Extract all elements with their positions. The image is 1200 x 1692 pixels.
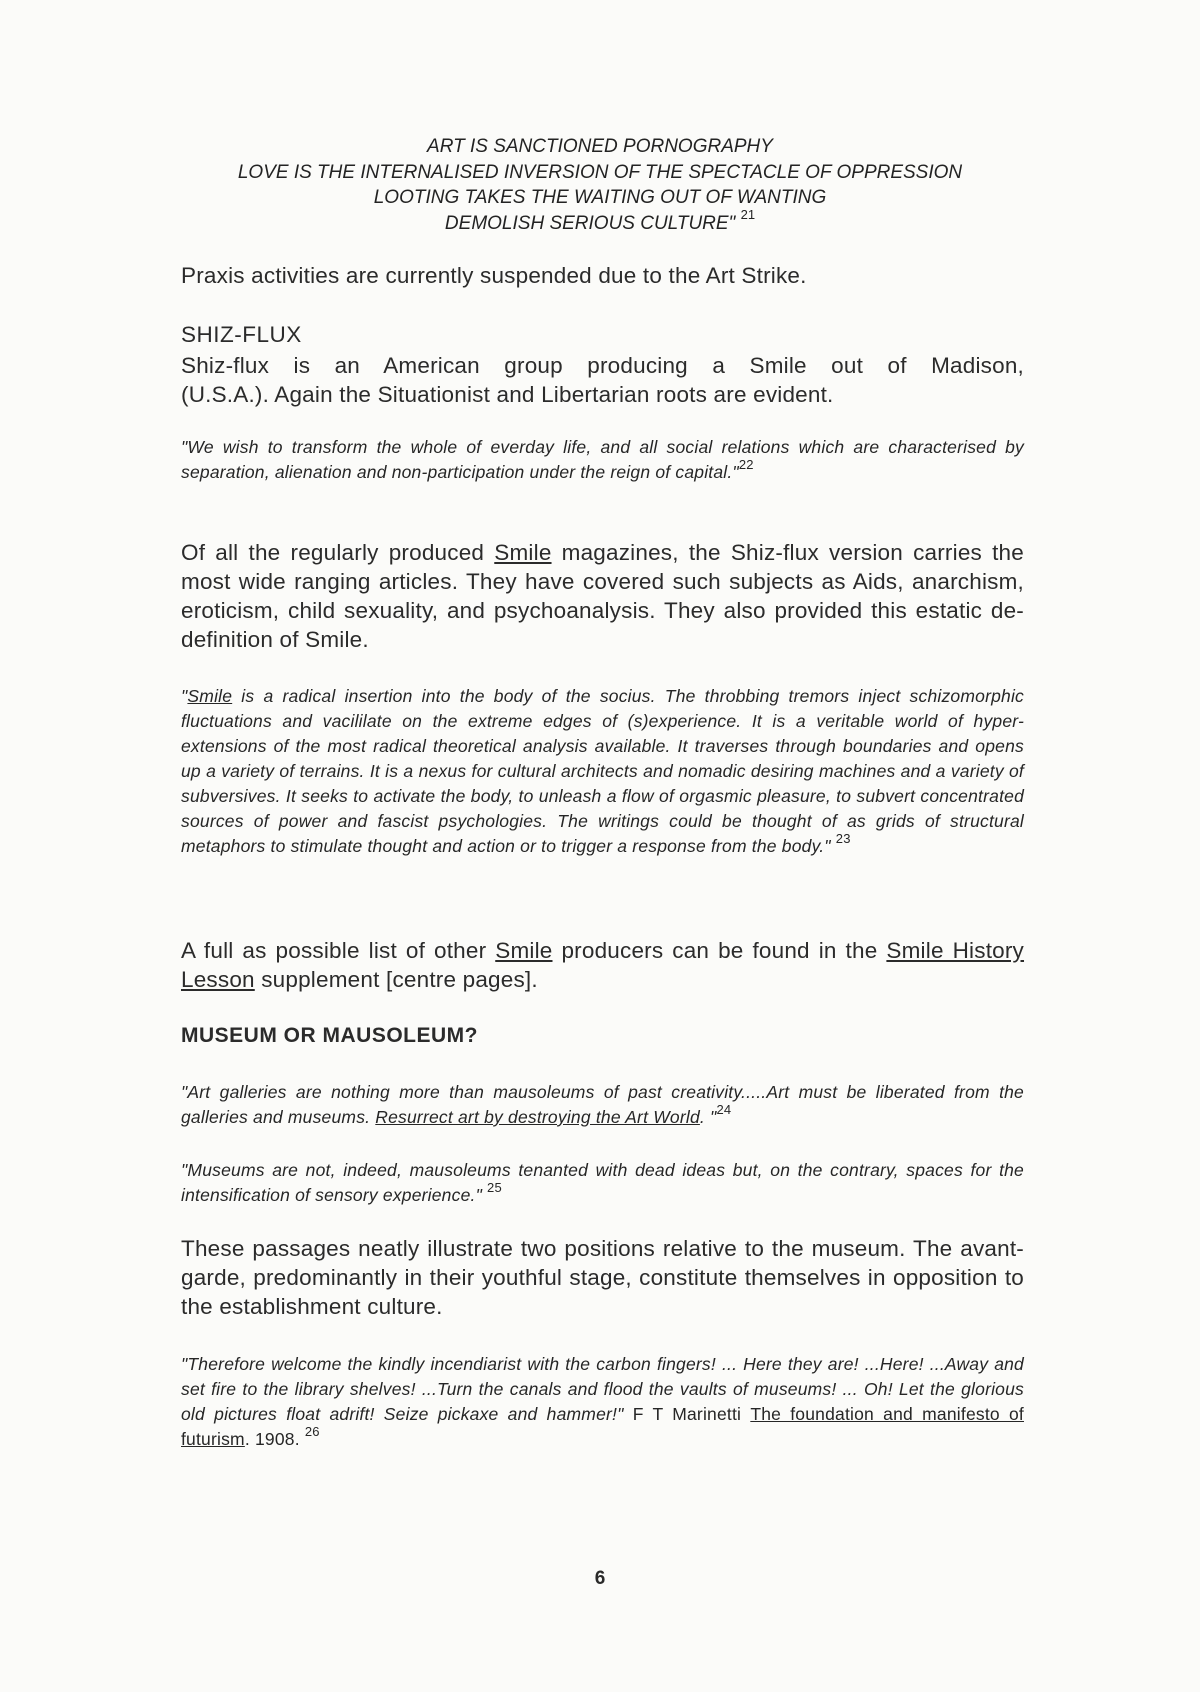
footnote-ref: 23 [835,831,851,847]
quote-line: DEMOLISH SERIOUS CULTURE" [444,212,736,234]
text-run: supplement [centre pages]. [254,967,538,992]
quote-text: is a radical insertion into the body of the socius. The throbbing tremors inject schizomorphic fluctuations and vacililate on the extreme edges of (s)experience. It is a veritable world of hyper-extensions of the most radical theoretical analysis available. It traverses through boundaries and opens up a variety of terrains. It is a nexus for cultural architects and nomadic desiring machines and a variety of subversives. It seeks to activate the body, to unleash a flow of orgasmic pleasure, to subvert concentrated sources of power and fascist psychologies. The writings could be thought of as grids of structural metaphors to stimulate thought and action or to trigger a response from the body." [181,686,1024,856]
text-run: A full as possible list of other [181,938,496,963]
text-run: " [181,686,188,706]
shiz-flux-line-2: (U.S.A.). Again the Situationist and Libertarian roots are evident. [181,382,834,407]
smile-title: Smile [494,540,552,565]
smile-history-title: Smile History Lesson [181,938,1025,992]
quote-22 [181,435,1024,485]
text-run: . " [699,1107,717,1127]
text-run: Of all the regularly produced [181,540,495,565]
museum-heading: MUSEUM OR MAUSOLEUM? [181,1024,478,1047]
quote-line: LOVE IS THE INTERNALISED INVERSION OF THE SPECTACLE OF OPPRESSION [237,161,963,183]
praxis-paragraph: Praxis activities are currently suspended due to the Art Strike. [181,263,807,288]
quote-line: LOOTING TAKES THE WAITING OUT OF WANTING [373,187,827,208]
footnote-ref: 25 [487,1180,502,1196]
quote-text: "Therefore welcome the kindly incendiarist with the carbon fingers! ... Here they are! ...Here! ...Away and set fire to the library shelves! ...Turn the canals and flood the vaults of museums! ... Oh! Let the glorious old pictures float adrift! Seize pickaxe and hammer!" [181,1354,1024,1424]
producers-paragraph [181,936,1024,994]
footnote-ref: 24 [716,1102,732,1118]
text-run: producers can be found in the [552,938,887,963]
year: . 1908. [244,1429,300,1449]
passages-paragraph: These passages neatly illustrate two positions relative to the museum. The avant-garde, predominantly in their youthful stage, constitute themselves in opposition to the establishment culture. [181,1236,1024,1319]
page-number: 6 [594,1568,606,1589]
quote-26 [181,1352,1024,1452]
quote-24 [181,1080,1024,1130]
footnote-ref: 21 [740,207,756,223]
shiz-flux-line-1: Shiz-flux is an American group producing a Smile out of Madison, [181,353,1024,378]
text-run: "Art galleries are nothing more than mausoleums of past creativity.....Art must be liberated from the galleries and museums. [181,1082,1024,1127]
text-run: magazines, the Shiz-flux version carries the most wide ranging articles. They have covered such subjects as Aids, anarchism, eroticism, child sexuality, and psychoanalysis. They also provided this estatic de-definition of Smile. [181,540,1024,652]
footnote-ref: 22 [738,457,754,473]
footnote-ref: 26 [304,1424,320,1440]
smile-title: Smile [187,686,233,706]
quote-line: ART IS SANCTIONED PORNOGRAPHY [427,136,773,157]
quote-25 [181,1158,1024,1208]
smile-paragraph [181,538,1024,654]
quote-underlined: Resurrect art by destroying the Art World [375,1107,700,1127]
quote-23 [181,684,1024,859]
work-title: The foundation and manifesto of futurism [181,1404,1024,1449]
header-quote [180,134,1020,236]
quote-text: "Museums are not, indeed, mausoleums tenanted with dead ideas but, on the contrary, spaces for the intensification of sensory experience." [181,1160,1024,1205]
shiz-flux-heading: SHIZ-FLUX [181,322,302,347]
author: F T Marinetti [632,1404,742,1424]
quote-text: "We wish to transform the whole of everday life, and all social relations which are characterised by separation, alienation and non-participation under the reign of capital." [181,437,1024,482]
smile-title: Smile [495,938,553,963]
